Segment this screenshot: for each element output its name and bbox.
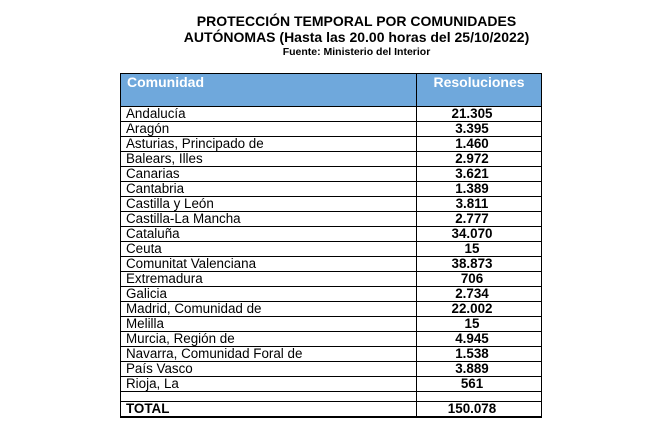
table-row xyxy=(121,107,542,122)
table-row xyxy=(121,257,542,272)
cell-comunidad: Extremadura xyxy=(121,272,417,287)
table-row xyxy=(121,242,542,257)
cell-resoluciones: 2.777 xyxy=(417,212,542,227)
page-title: PROTECCIÓN TEMPORAL POR COMUNIDADES xyxy=(196,13,517,29)
table-row xyxy=(121,182,542,197)
column-header-resoluciones: Resoluciones xyxy=(417,74,542,107)
table-row xyxy=(121,362,542,377)
table-body xyxy=(121,107,542,392)
cell-resoluciones: 15 xyxy=(417,242,542,257)
cell-resoluciones: 1.538 xyxy=(417,347,542,362)
table-row xyxy=(121,332,542,347)
cell-resoluciones: 3.621 xyxy=(417,167,542,182)
table-row xyxy=(121,152,542,167)
spacer-cell xyxy=(121,392,417,402)
cell-resoluciones: 3.811 xyxy=(417,197,542,212)
cell-resoluciones: 15 xyxy=(417,317,542,332)
cell-comunidad: Andalucía xyxy=(121,107,417,122)
cell-resoluciones: 34.070 xyxy=(417,227,542,242)
cell-comunidad: Balears, Illes xyxy=(121,152,417,167)
table-row xyxy=(121,317,542,332)
cell-resoluciones: 561 xyxy=(417,377,542,392)
cell-comunidad: Murcia, Región de xyxy=(121,332,417,347)
cell-resoluciones: 1.460 xyxy=(417,137,542,152)
cell-resoluciones: 3.395 xyxy=(417,122,542,137)
table-row xyxy=(121,167,542,182)
cell-comunidad: Melilla xyxy=(121,317,417,332)
cell-comunidad: Madrid, Comunidad de xyxy=(121,302,417,317)
data-table xyxy=(120,73,542,418)
cell-comunidad: Asturias, Principado de xyxy=(121,137,417,152)
total-row xyxy=(121,402,542,418)
cell-comunidad: Cantabria xyxy=(121,182,417,197)
table-row xyxy=(121,212,542,227)
cell-comunidad: Cataluña xyxy=(121,227,417,242)
cell-resoluciones: 3.889 xyxy=(417,362,542,377)
table-row xyxy=(121,347,542,362)
cell-resoluciones: 22.002 xyxy=(417,302,542,317)
table-row xyxy=(121,227,542,242)
cell-resoluciones: 38.873 xyxy=(417,257,542,272)
table-row xyxy=(121,377,542,392)
table-row xyxy=(121,197,542,212)
cell-comunidad: País Vasco xyxy=(121,362,417,377)
cell-resoluciones: 2.972 xyxy=(417,152,542,167)
page-subtitle: AUTÓNOMAS (Hasta las 20.00 horas del 25/10/2022) xyxy=(183,29,530,45)
cell-comunidad: Rioja, La xyxy=(121,377,417,392)
source-note: Fuente: Ministerio del Interior xyxy=(282,46,431,58)
cell-comunidad: Ceuta xyxy=(121,242,417,257)
total-value: 150.078 xyxy=(417,402,542,418)
cell-comunidad: Navarra, Comunidad Foral de xyxy=(121,347,417,362)
table-row xyxy=(121,122,542,137)
cell-resoluciones: 2.734 xyxy=(417,287,542,302)
table-row xyxy=(121,287,542,302)
cell-comunidad: Aragón xyxy=(121,122,417,137)
total-label: TOTAL xyxy=(121,402,417,418)
cell-comunidad: Castilla-La Mancha xyxy=(121,212,417,227)
table-row xyxy=(121,302,542,317)
cell-comunidad: Castilla y León xyxy=(121,197,417,212)
cell-resoluciones: 21.305 xyxy=(417,107,542,122)
spacer-cell xyxy=(417,392,542,402)
cell-comunidad: Galicia xyxy=(121,287,417,302)
cell-resoluciones: 1.389 xyxy=(417,182,542,197)
cell-comunidad: Canarias xyxy=(121,167,417,182)
cell-resoluciones: 4.945 xyxy=(417,332,542,347)
spacer-row xyxy=(121,392,542,402)
cell-comunidad: Comunitat Valenciana xyxy=(121,257,417,272)
column-header-comunidad: Comunidad xyxy=(121,74,417,107)
table-row xyxy=(121,272,542,287)
table-row xyxy=(121,137,542,152)
table-header-row xyxy=(121,74,542,107)
cell-resoluciones: 706 xyxy=(417,272,542,287)
